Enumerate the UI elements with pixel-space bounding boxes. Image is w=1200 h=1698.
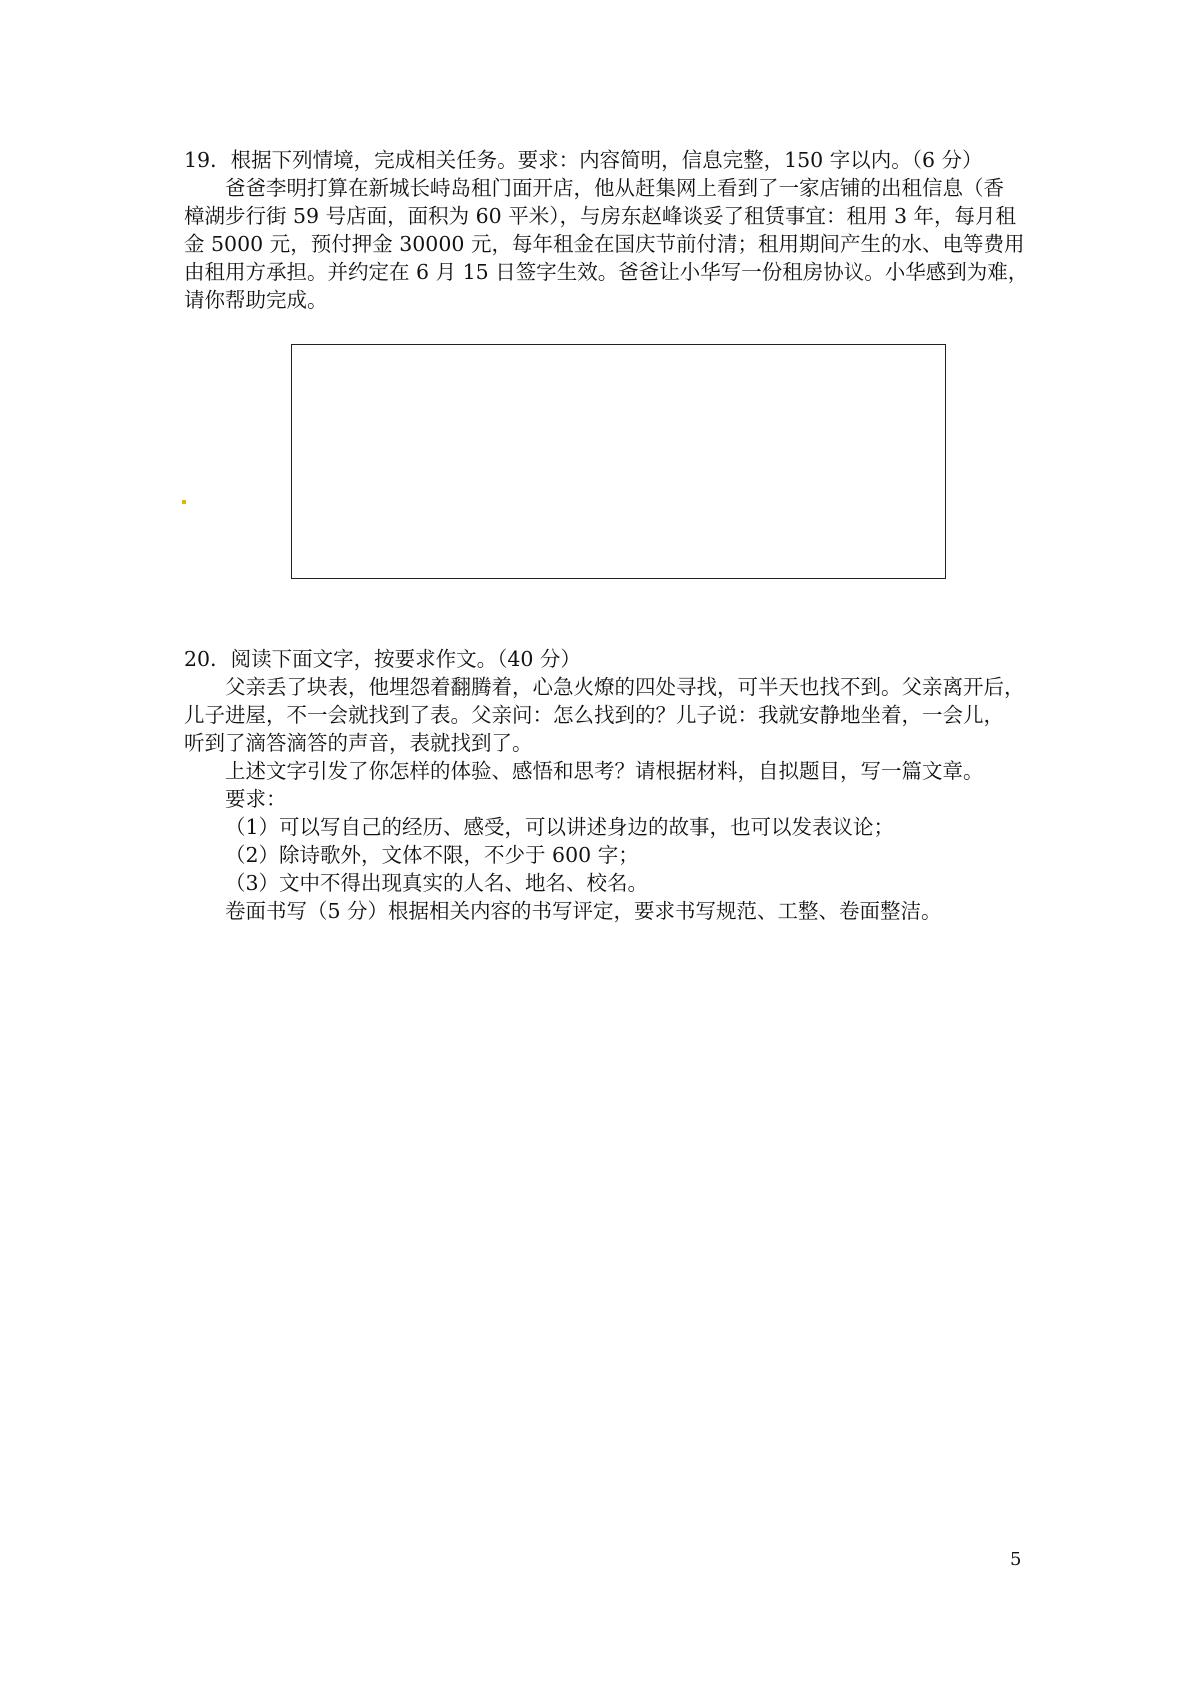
q20-title: 20．阅读下面文字，按要求作文。（40 分） — [184, 647, 581, 671]
q20-passage-2: 儿子进屋，不一会就找到了表。父亲问：怎么找到的？儿子说：我就安静地坐着，一会儿， — [184, 703, 1004, 727]
q20-handwriting-note: 卷面书写（5 分）根据相关内容的书写评定，要求书写规范、工整、卷面整洁。 — [225, 899, 942, 923]
marker-dot — [182, 500, 186, 504]
q20-requirement-2: （2）除诗歌外，文体不限，不少于 600 字； — [225, 843, 639, 867]
q19-answer-box[interactable] — [291, 344, 946, 579]
q19-line-1: 爸爸李明打算在新城长峙岛租门面开店，他从赶集网上看到了一家店铺的出租信息（香 — [225, 176, 1004, 200]
q19-line-3: 金 5000 元，预付押金 30000 元，每年租金在国庆节前付清；租用期间产生的水、电等费用 — [184, 232, 1025, 256]
q19-title: 19．根据下列情境，完成相关任务。要求：内容简明，信息完整，150 字以内。（6 分） — [184, 148, 983, 172]
q20-requirement-1: （1）可以写自己的经历、感受，可以讲述身边的故事，也可以发表议论； — [225, 815, 895, 839]
q20-prompt: 上述文字引发了你怎样的体验、感悟和思考？请根据材料，自拟题目，写一篇文章。 — [225, 759, 984, 783]
q19-line-2: 樟湖步行街 59 号店面，面积为 60 平米），与房东赵峰谈妥了租赁事宜：租用 3 年，每月租 — [184, 204, 1017, 228]
q20-requirements-label: 要求： — [225, 787, 287, 811]
q19-line-5: 请你帮助完成。 — [184, 288, 328, 312]
page-number: 5 — [1010, 1549, 1022, 1570]
q20-passage-3: 听到了滴答滴答的声音，表就找到了。 — [184, 731, 533, 755]
q20-passage-1: 父亲丢了块表，他埋怨着翻腾着，心急火燎的四处寻找，可半天也找不到。父亲离开后， — [225, 675, 1025, 699]
q20-requirement-3: （3）文中不得出现真实的人名、地名、校名。 — [225, 871, 649, 895]
q19-line-4: 由租用方承担。并约定在 6 月 15 日签字生效。爸爸让小华写一份租房协议。小华感到为难， — [184, 260, 1029, 284]
